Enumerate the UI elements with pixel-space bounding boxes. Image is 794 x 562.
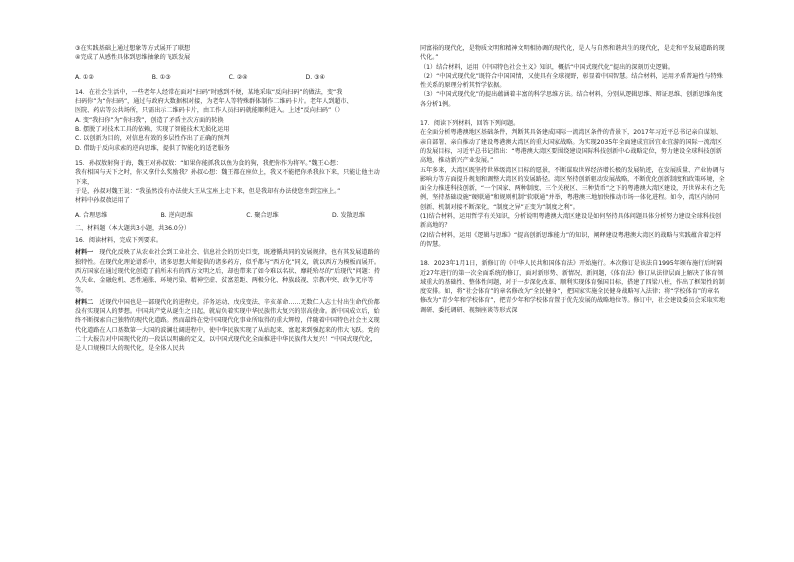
q15-line: 材料中孙叔敖运用了 (75, 197, 130, 205)
q17-requirement-2: (2)结合材料，运用《逻辑与思维》“提高创新思维能力”的知识，阐释建设粤港澳大湾区的战略与实践蕴含着怎样的智慧。 (420, 231, 722, 248)
left-column (75, 44, 380, 354)
q13-choice-c[interactable]: C. ②④ (228, 73, 248, 81)
q14-option-d[interactable]: D. 借助于反向求索的逆向思维，提供了智能化的适老服务 (75, 144, 230, 152)
q16-requirement-2: （2）“中国式现代化”既符合中国国情，又使具有全球视野，彰显着中国智慧。结合材料，运用矛盾普遍性与特殊性关系的原理分析其哲学依据。 (420, 72, 723, 90)
material-2 (75, 298, 380, 354)
q17-title: 17．阅读下列材料，回答下列问题。 (420, 120, 520, 128)
q13-choices (75, 73, 325, 82)
q13-choice-a[interactable]: A. ①② (75, 73, 94, 81)
material-2-continued: 同富裕的现代化，是物质文明和精神文明相协调的现代化，是人与自然和谐共生的现代化，是走和平发展道路的现代化。” (420, 45, 725, 62)
q16-requirement-1: （1）结合材料，运用《中国特色社会主义》知识，概括“中国式现代化”提出的深刻历史逻辑。 (420, 63, 674, 71)
material-1-label: 材料一 (75, 249, 94, 257)
q14-option-a[interactable]: A. 变“我扫你”为“你扫我”，创造了矛盾主次方面的转换 (75, 116, 224, 124)
q15-choice-a[interactable]: A. 合理思维 (75, 212, 108, 220)
q15-line: 我有相国与天下之时，你又拿什么奖励我？孙叔心想：魏王都在座位上，我又不能把你杀我拉下来，只能让他主动下来， (75, 169, 380, 186)
q15-choice-c[interactable]: C. 聚合思维 (246, 212, 279, 220)
option-4: ④完成了从感性具体到思维抽象的飞跃发展 (75, 54, 191, 62)
q13-choice-b[interactable]: B. ①③ (151, 73, 171, 81)
right-column (420, 44, 725, 315)
q18-text: 18．2023年1月1日，新修订的《中华人民共和国体育法》开始施行。本次修订是该法自1995年颁布施行后时隔近27年进行的第一次全面系统的修订，面对新形势、新情况、新问题，《体育法》修订从法律层面上解决了体育领域重大的基础性、整体性问题，对于一步深化改革、顺利实现体育强国目标，搭建了四梁八柱，作出了框架性的制度安排。如，将“社会体育”的章名修改为“全民健身”，把国家实施全民健身战略写入法律；将“学校体育”的章名修改为“青少年和学校体育”，把青少年和学校体育置于优先发展的战略地位等。修订中，社会建设委员会采取实地调研、委托调研、视频座谈等形式深 (420, 260, 725, 314)
q14-line: 医院、药店等公共场所，只需出示二维码卡片，由工作人员扫码就能顺利进入。上述“反向扫码”（） (75, 107, 344, 115)
q14-option-b[interactable]: B. 摆脱了对技术工具的依赖，实现了智能技术无损化运用 (75, 126, 230, 134)
q17-material-1: 在全面分析粤港澳地区基础条件，判断其具备建成国际一流湾区条件的背景下，2017年习近平总书记亲自谋划、亲自部署、亲自推动了建设粤港澳大湾区的重大国家战略。为实现2035年全面建成宜居宜业宜游的国际一流湾区的发展目标，习近平总书记指出：“粤港澳大湾区要围绕建设国际科技创新中心战略定位，努力建设全球科技创新高地，推动新兴产业发展。” (420, 129, 722, 165)
option-3: ③在实践基础上通过想象等方式展开了联想 (75, 45, 191, 52)
material-2-text: 近现代中国也是一部现代化的进程史。洋务运动、戊戌变法、辛亥革命……无数仁人志士付出生命代价都没有实现国人的梦想。中国共产党从诞生之日起，就肩负着实现中华民族伟大复兴的崇高使命。新中国成立后，始终不断探索自己独特的现代化道路。然而最终在党中国现代化事业所取得的重大辉煌，伴随着中国特色社会主义现代化道路在人口基数第一大国的波澜壮阔进程中，使中华民族实现了从站起来、富起来到强起来的伟大飞跃。党的二十大报告对中国现代化的一段话以明确的定义，以中国式现代化全面推进中华民族伟大复兴！“中国式现代化，是人口规模巨大的现代化，是全体人民共 (75, 298, 380, 353)
material-1 (75, 248, 380, 294)
q15-choice-d[interactable]: D. 发散思维 (332, 212, 365, 220)
q17-requirement-1: (1)结合材料，运用哲学有关知识，分析说明粤港澳大湾区建设是如何坚持具体问题具体分析努力建设全球科技创新高地的？ (420, 213, 722, 230)
q17-material-2: 五年多来，大湾区既坚持世界级湾区目标的愿景，不断谋取世界经济增长极的发展轨迹，在发展质量、产业协调与影响力等方面提升规划和调整大湾区的发展路径。湾区坚持创新驱动发展战略，不断优化创新制度和政策环境，全面全力推进科技创新，“一个国家、两种制度、三个关税区、三种货币”之下的粤港澳大湾区建设，开世界未有之先例，坚持基础设施“硬联通”和规则机制“软联通”并举，粤港澳三地加快推动市场一体化进程。如今，湾区内协同创新、机制对接不断深化，“制度之异”正变为“制度之利”。 (420, 166, 725, 211)
q15-choice-b[interactable]: B. 逆向思维 (160, 212, 193, 220)
q14-option-c[interactable]: C. 以创新为目的，对信息有效的多层性作出了正确的预判 (75, 135, 230, 143)
q15-line: 15．孙叔敖射狗于海，魏王对孙叔敖：“如果你能抓我以鱼为食的狗，我把你作为将军。”魏王心想： (75, 159, 342, 167)
q16-title: 16．阅读材料，完成下列要求。 (75, 237, 162, 245)
q16-requirement-3: （3）“中国式现代化”的提出蕴涵着丰富的科学思维方法。结合材料，分别从逻辑思维、辩证思维、创新思维角度各分析1例。 (420, 91, 723, 108)
material-2-label: 材料二 (75, 298, 94, 306)
section-2-title: 二、材料题（本大题共3小题，共36.0分） (75, 224, 190, 232)
material-1-text: 现代化反映了从农业社会到工业社会、信息社会的历史巨变，既遵循共同的发展规律，也有其发展道路的独特性。在现代化理论谱系中，诸多思想大师提供的诸多药方，似乎都与“西方化”同义，就以西方为模板而展开。西方国家在通过现代化创造了前所未有的西方文明之后，却也带来了如今难以名状、靡耗殆尽的“后现代”问题：持久失业、金融危机、恶性通胀、环境污染、精神空虚、贫富差距、两极分化、种族歧视、宗教冲突、政争无序等等。 (75, 249, 380, 294)
q13-choice-d[interactable]: D. ③④ (305, 73, 325, 81)
q14-line: 14．在社会生活中，一些老年人经常在面对“扫码”时感到不便，某地采取“反向扫码”的做法，变“我 (75, 88, 343, 96)
q15-line: 于是，孙叔对魏王说：“我虽然没有办法使大王从宝座上走下来，但是我却有办法使您坐到宝座上。” (75, 187, 341, 195)
q14-line: 扫码你”为“你扫码”，通过与政府大数据相对接，为老年人等特殊群体制作二维码卡片。老年人到超市、 (75, 98, 353, 106)
q15-choices (75, 211, 365, 220)
